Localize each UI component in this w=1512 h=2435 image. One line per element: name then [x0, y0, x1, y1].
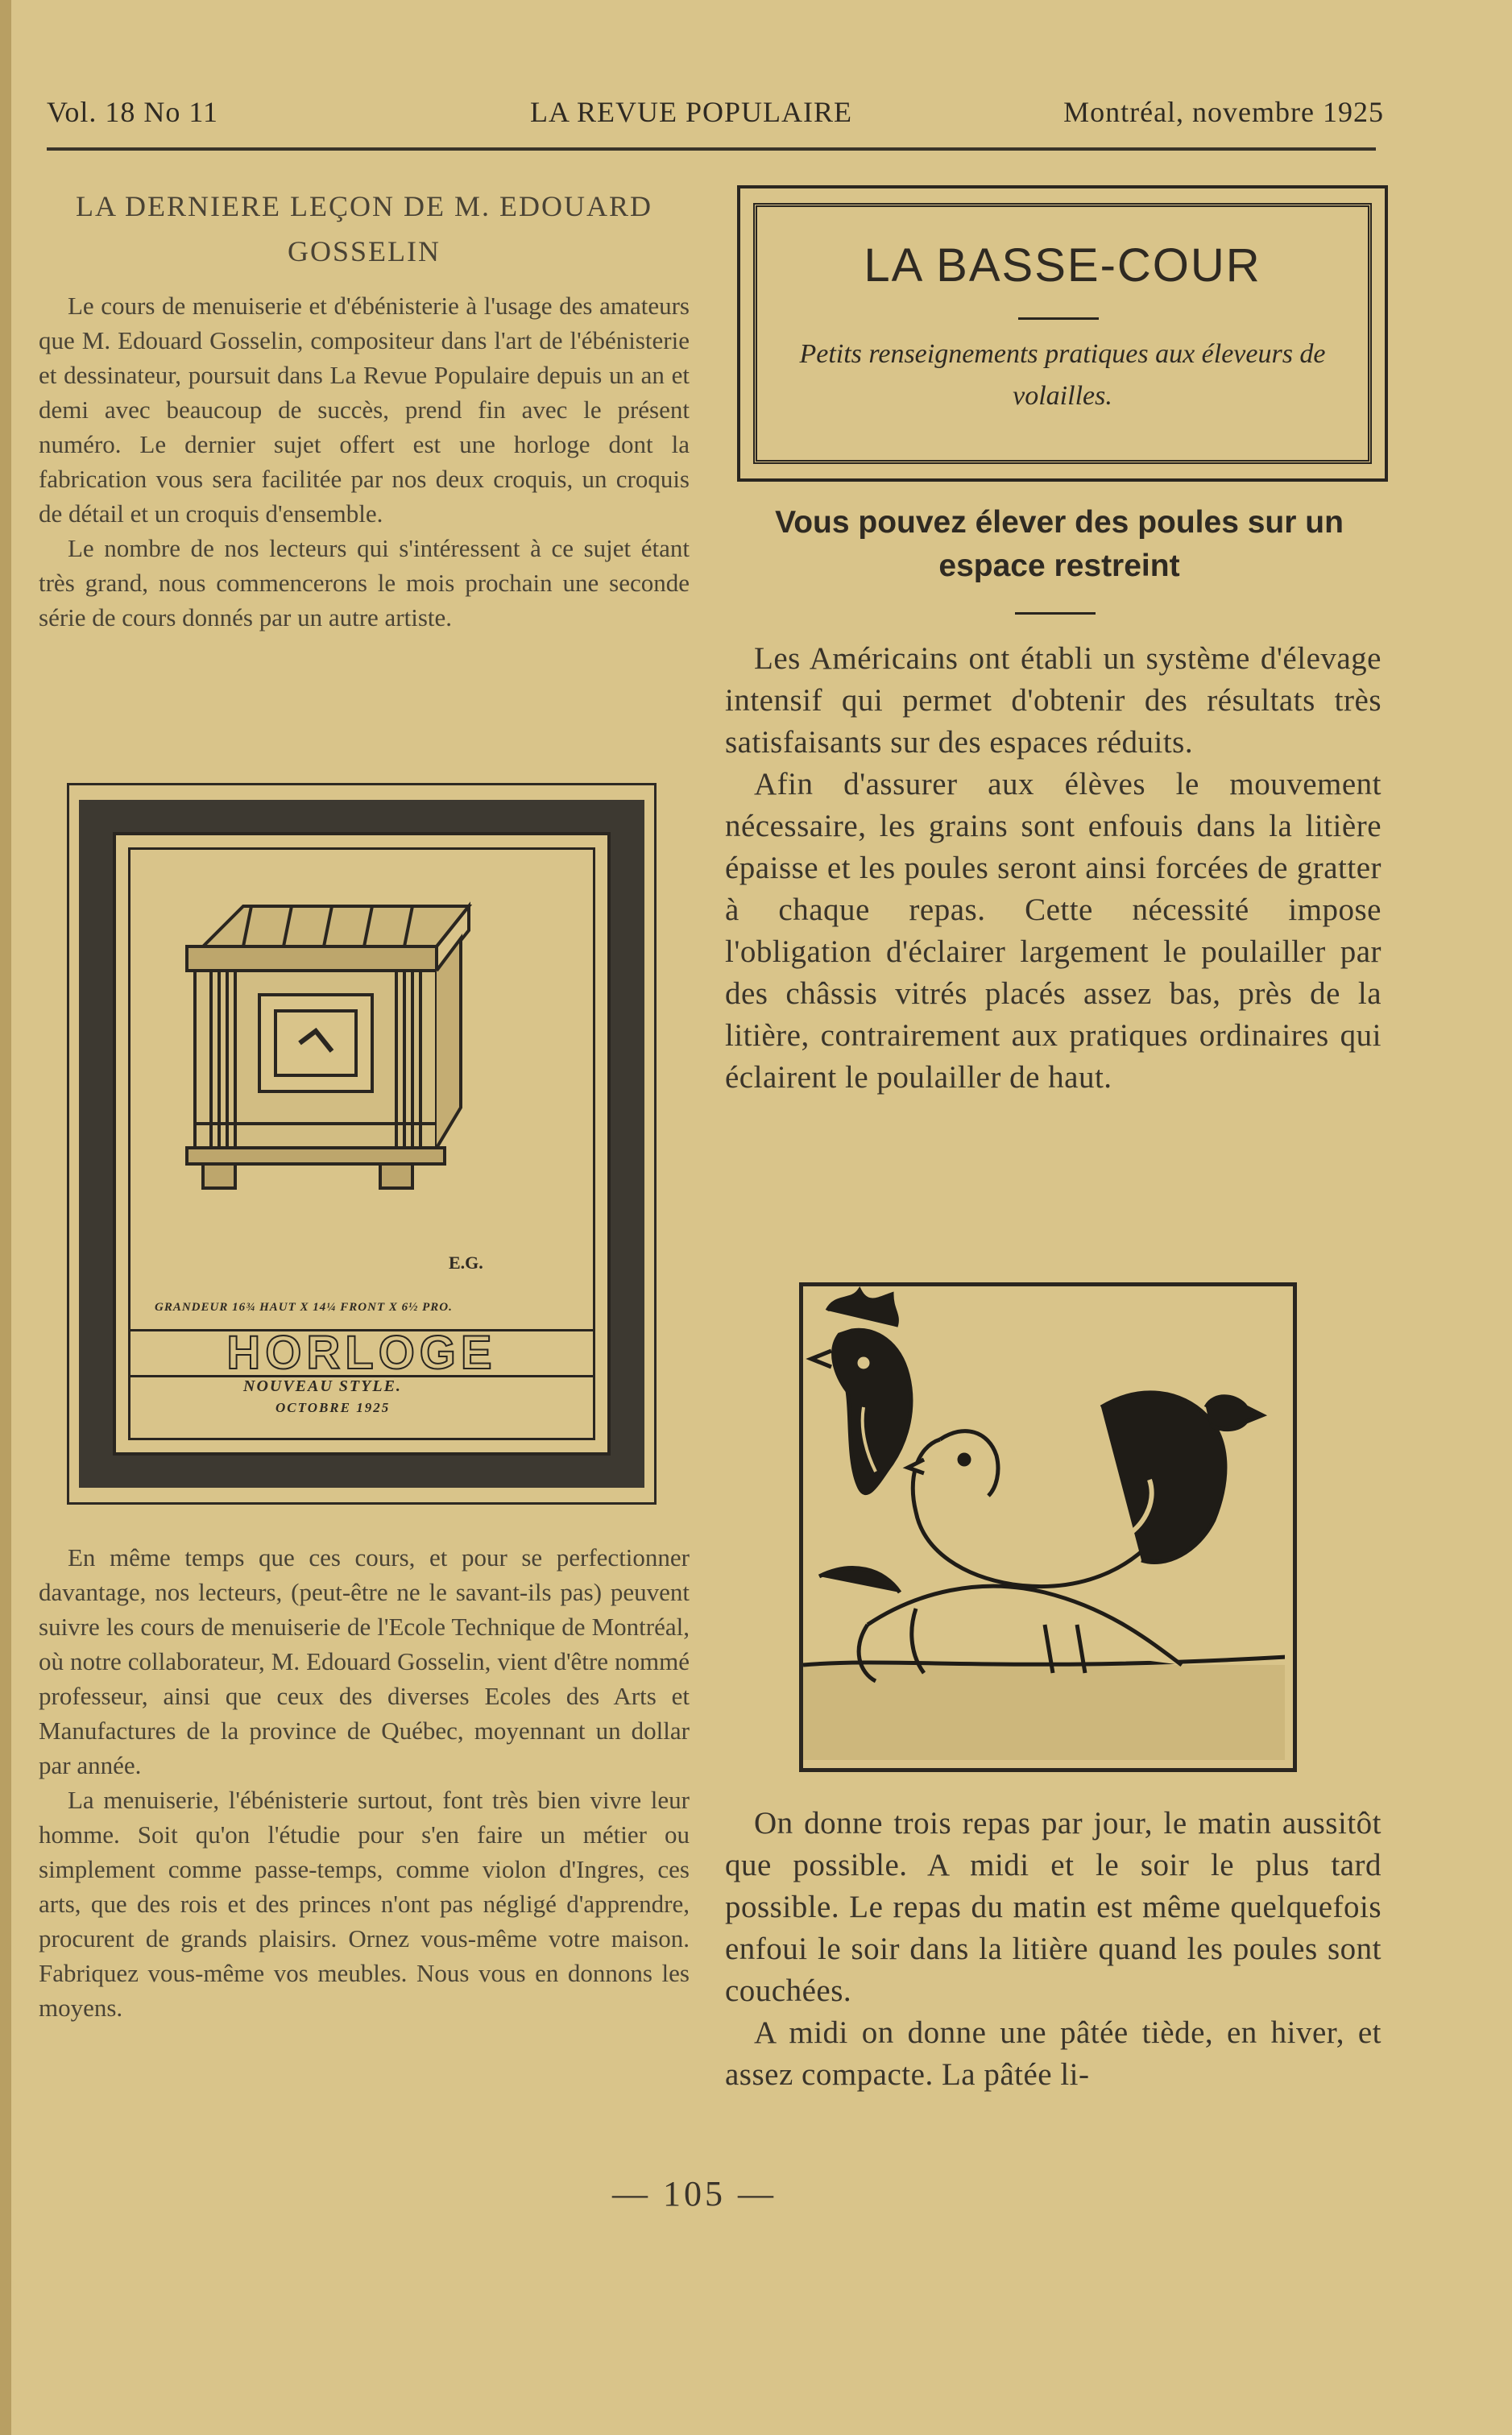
paragraph: A midi on donne une pâtée tiède, en hiver, et assez compacte. La pâtée li- [725, 2015, 1382, 2092]
article-headline: Vous pouvez élever des poules sur un espace restreint [775, 505, 1344, 583]
paragraph: Le cours de menuiserie et d'ébénisterie à l'usage des amateurs que M. Edouard Gosselin, compositeur dans l'art de l'ébénisterie et dessinateur, poursuit dans La Revue Populaire depuis un an et demi avec beaucoup de succès, prend fin avec le présent numéro. Le dernier sujet offert est une horloge dont la fabrication vous sera facilitée par nos deux croquis, un croquis de détail et un croquis d'ensemble. [39, 292, 690, 528]
illustration-panel [113, 832, 611, 1456]
clock-drawing [171, 882, 493, 1204]
illustration-border [79, 800, 644, 1488]
style-caption: NOUVEAU STYLE. [243, 1377, 402, 1395]
paragraph: La menuiserie, l'ébénisterie surtout, font très bien vivre leur homme. Soit qu'on l'étudie pour s'en faire un métier ou simplement comme passe-temps, comme violon d'Ingres, ces arts, que des rois et des princes n'ont pas négligé d'apprendre, procurent de grands plaisirs. Ornez vous-même votre maison. Fabriquez vous-même vos meubles. Nous vous en donnons les moyens. [39, 1786, 690, 2022]
place-date: Montréal, novembre 1925 [1063, 96, 1384, 128]
clock-illustration [67, 783, 657, 1505]
clock-dimensions: GRANDEUR 16¾ HAUT X 14¼ FRONT X 6½ PRO. [155, 1301, 453, 1314]
section-title: LA BASSE-COUR [864, 239, 1261, 292]
headline-rule [1015, 612, 1096, 615]
page-edge [0, 0, 11, 2435]
title-rule [1018, 317, 1099, 320]
left-article-intro [39, 288, 690, 635]
chickens-illustration [799, 1282, 1297, 1772]
horloge-title: HORLOGE [226, 1327, 497, 1379]
volume-number: Vol. 18 No 11 [47, 96, 219, 128]
paragraph: Le nombre de nos lecteurs qui s'intéressent à ce sujet étant très grand, nous commencerons le mois prochain une seconde série de cours donnés par un autre artiste. [39, 534, 690, 632]
right-article-continued [725, 1803, 1382, 2096]
running-header [47, 95, 1384, 143]
header-rule [47, 147, 1376, 151]
paragraph: En même temps que ces cours, et pour se perfectionner davantage, nos lecteurs, (peut-être ne le savant-ils pas) peuvent suivre les cours de menuiserie de l'Ecole Technique de Montréal, où notre collaborateur, M. Edouard Gosselin, vient d'être nommé professeur, ainsi que ceux des diverses Ecoles des Arts et Manufactures de la province de Québec, moyennant un dollar par année. [39, 1543, 690, 1779]
chickens-drawing [803, 1286, 1285, 1760]
paragraph: On donne trois repas par jour, le matin aussitôt que possible. A midi et le soir le plus tard possible. Le repas du matin est même quelquefois enfoui le soir dans la litière quand les poules sont couchées. [725, 1806, 1382, 2008]
section-header-box [737, 185, 1388, 482]
page-number: — 105 — [612, 2174, 777, 2213]
section-subtitle: Petits renseignements pratiques aux éleveurs de volailles. [799, 339, 1326, 411]
artist-initials: E.G. [449, 1253, 483, 1273]
paragraph: Les Américains ont établi un système d'élevage intensif qui permet d'obtenir des résultats très satisfaisants sur des espaces réduits. [725, 641, 1382, 760]
publication-name: LA REVUE POPULAIRE [530, 96, 853, 128]
right-article-body [725, 638, 1382, 1099]
left-article-title: LA DERNIERE LEÇON DE M. EDOUARD GOSSELIN [76, 190, 652, 267]
horloge-banner [130, 1329, 593, 1377]
paragraph: Afin d'assurer aux élèves le mouvement nécessaire, les grains sont enfouis dans la litière épaisse et les poules seront ainsi forcées de gratter à chaque repas. Cette nécessité impose l'obligation d'éclairer largement le poulailler par des châssis vitrés placés assez bas, près de la litière, contrairement aux pratiques ordinaires qui éclairent le poulailler de haut. [725, 767, 1382, 1095]
date-caption: OCTOBRE 1925 [275, 1400, 391, 1415]
left-article-continued [39, 1540, 690, 2025]
